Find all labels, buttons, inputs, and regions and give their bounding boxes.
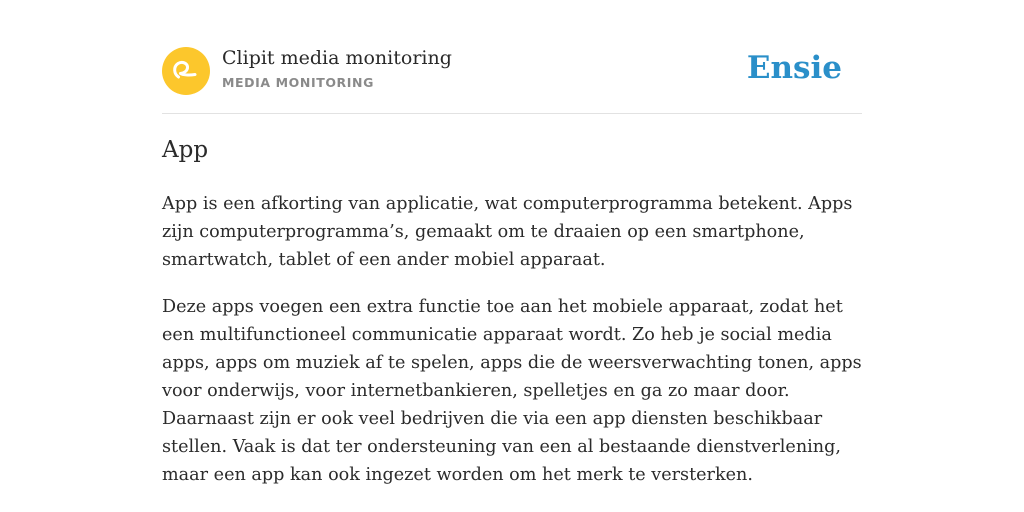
site-logo[interactable]: Ensie <box>746 50 842 86</box>
author-avatar[interactable] <box>162 47 210 95</box>
page-title: App <box>162 137 209 163</box>
definition-body <box>162 190 862 508</box>
chat-bubble-icon <box>162 47 210 95</box>
definition-card <box>162 0 862 512</box>
header-divider <box>162 113 862 114</box>
author-name[interactable]: Clipit media monitoring <box>222 47 452 69</box>
body-paragraph: App is een afkorting van applicatie, wat computerprogramma betekent. Apps zijn computerprogramma’s, gemaakt om te draaien op een smartphone, smartwatch, tablet of een ander mobiel apparaat. <box>162 194 853 270</box>
body-paragraph: Deze apps voegen een extra functie toe aan het mobiele apparaat, zodat het een multifunctioneel communicatie apparaat wordt. Zo heb je social media apps, apps om muziek af te spelen, apps die de weersverwachting tonen, apps voor onderwijs, voor internetbankieren, spelletjes en ga zo maar door. Daarnaast zijn er ook veel bedrijven die via een app diensten beschikbaar stellen. Vaak is dat ter ondersteuning van een al bestaande dienstverlening, maar een app kan ook ingezet worden om het merk te versterken. <box>162 297 862 485</box>
author-header <box>162 46 862 96</box>
author-category: MEDIA MONITORING <box>222 75 374 90</box>
